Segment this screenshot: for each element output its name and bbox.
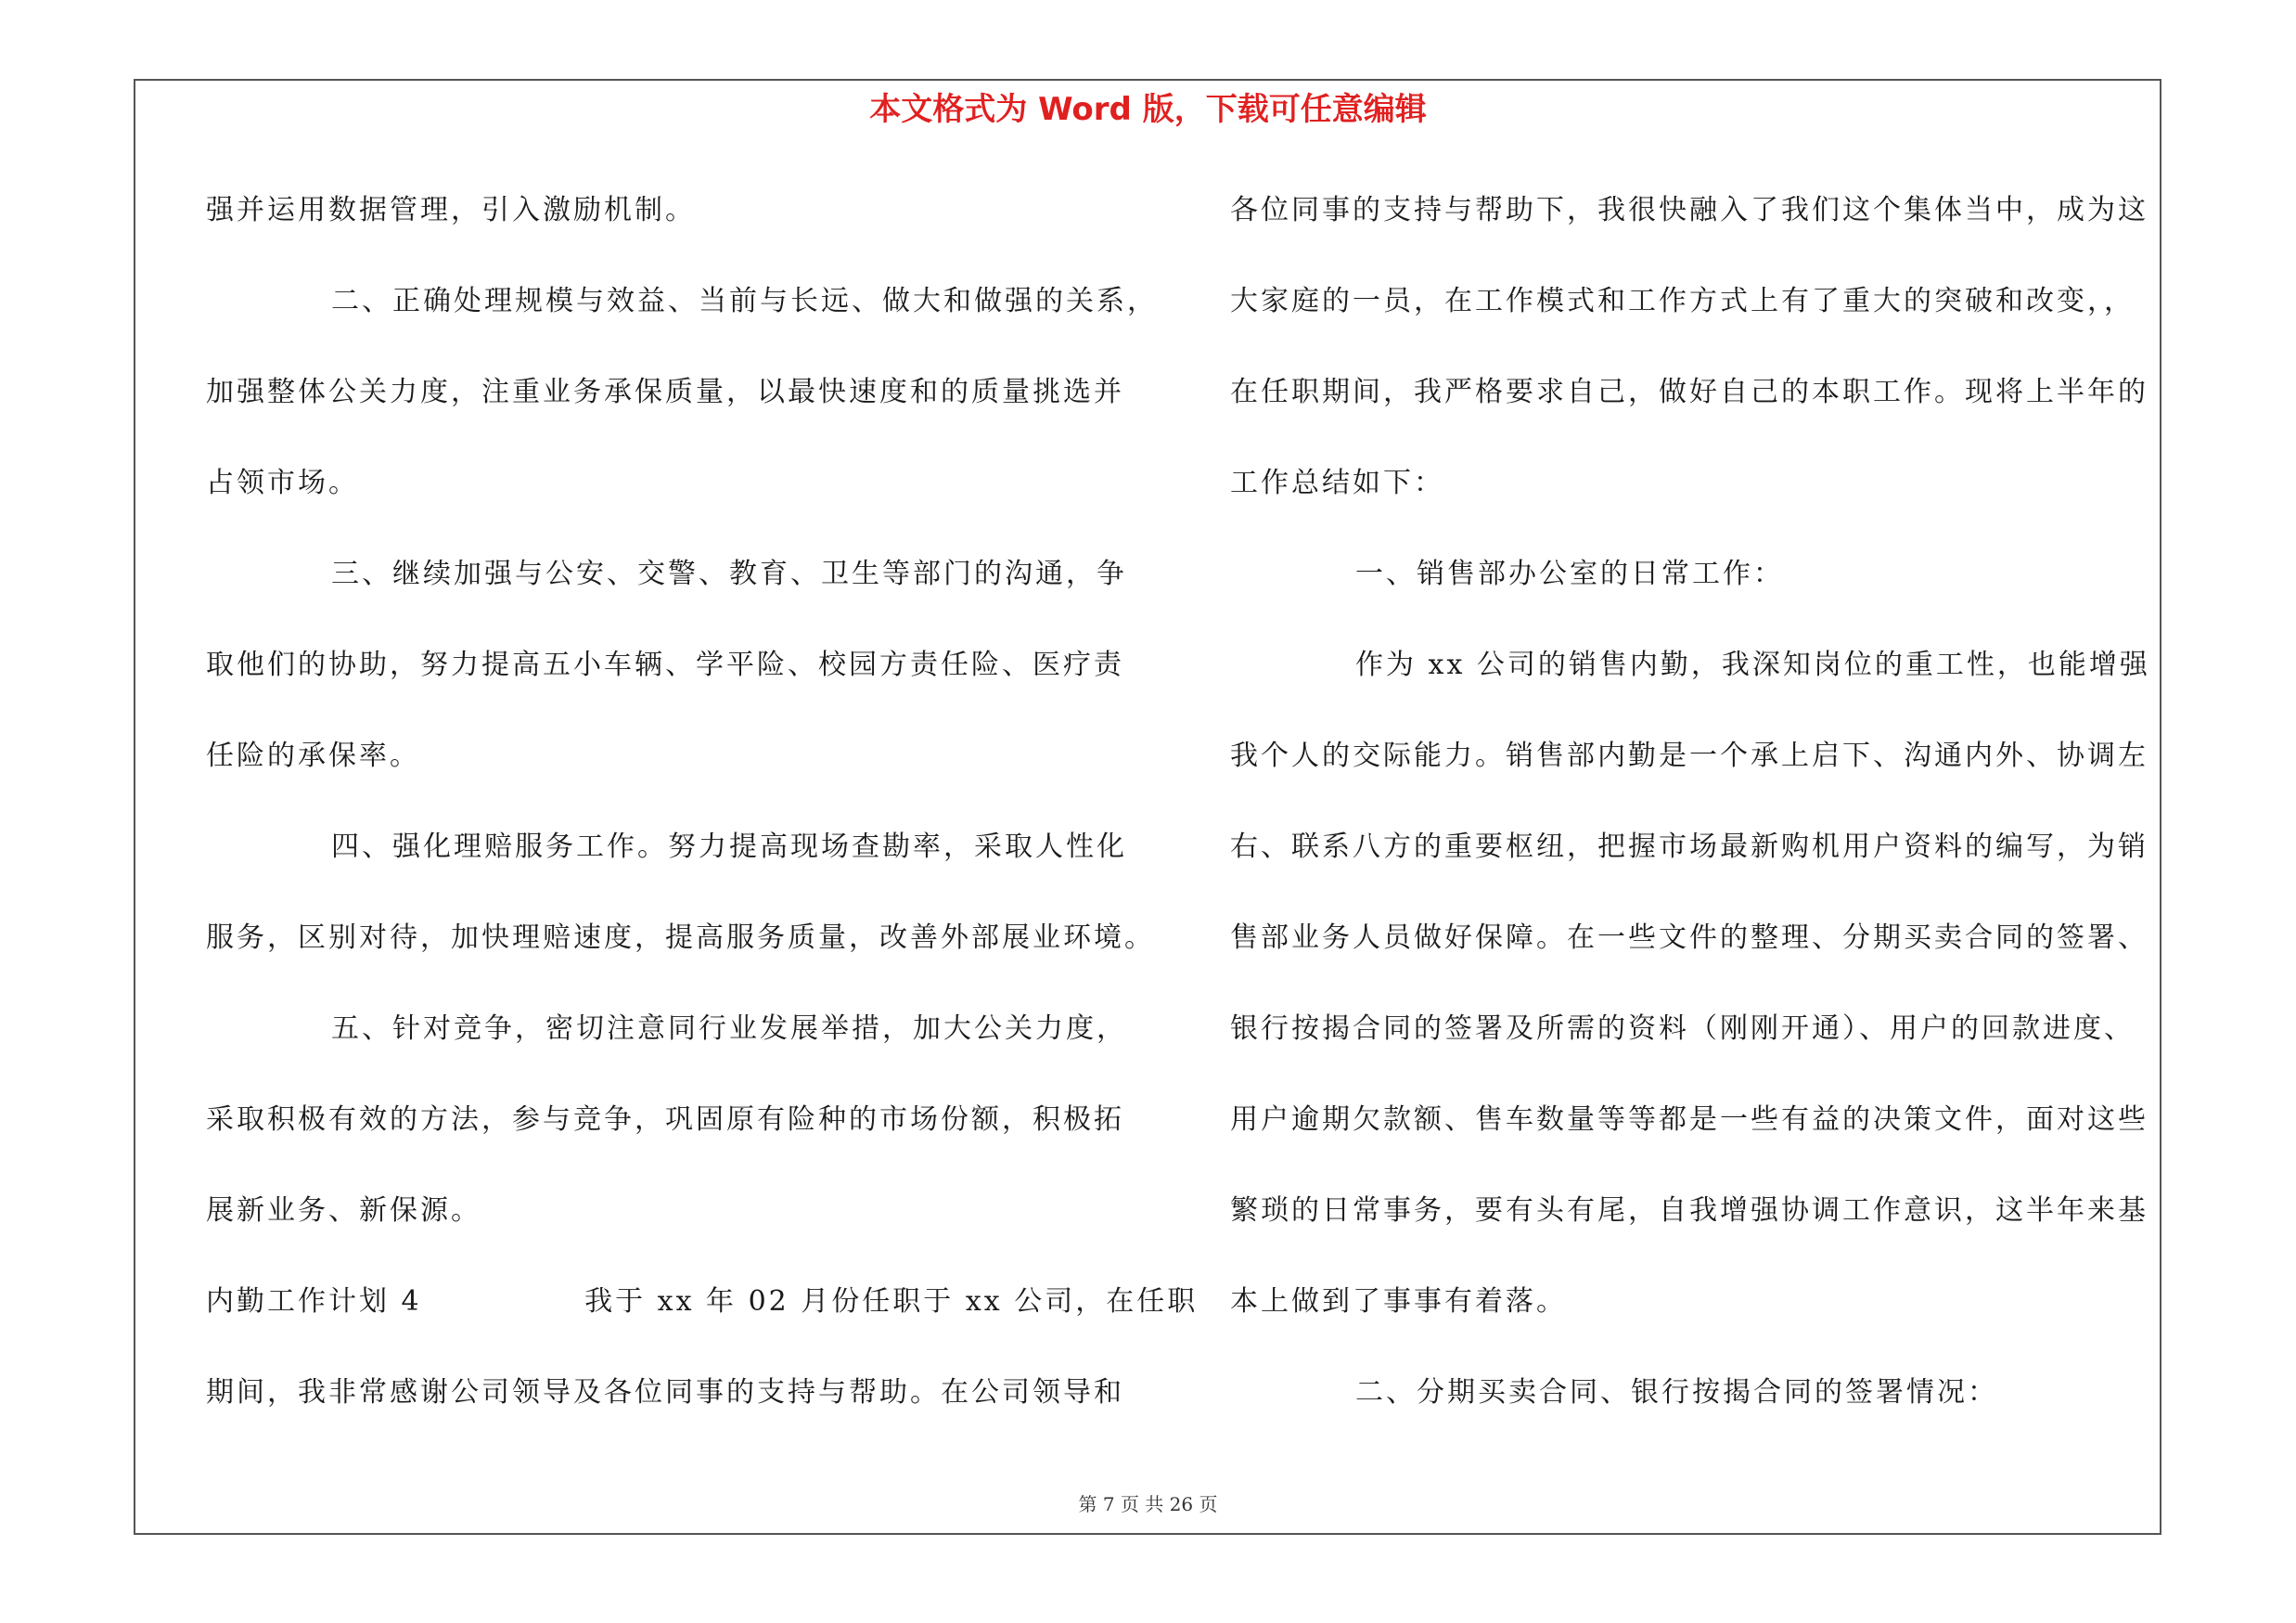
text-line: 售部业务人员做好保障。在一些文件的整理、分期买卖合同的签署、 [1230, 921, 2148, 954]
text-line: 我个人的交际能力。销售部内勤是一个承上启下、沟通内外、协调左 [1230, 740, 2148, 772]
text-line: 四、强化理赔服务工作。努力提高现场查勘率，采取人性化 [331, 831, 1127, 863]
text-line: 一、销售部办公室的日常工作： [1355, 558, 1784, 590]
text-line: 右、联系八方的重要枢纽，把握市场最新购机用户资料的编写，为销 [1230, 831, 2148, 863]
text-line: 工作总结如下： [1230, 467, 1444, 499]
text-line: 服务，区别对待，加快理赔速度，提高服务质量，改善外部展业环境。 [206, 921, 1155, 954]
page-number-footer: 第 7 页 共 26 页 [1078, 1493, 1218, 1515]
text-line: 任险的承保率。 [206, 740, 420, 772]
text-line: 大家庭的一员，在工作模式和工作方式上有了重大的突破和改变，， [1230, 285, 2135, 317]
text-line: 取他们的协助，努力提高五小车辆、学平险、校园方责任险、医疗责 [206, 649, 1124, 681]
text-line: 繁琐的日常事务，要有头有尾，自我增强协调工作意识，这半年来基 [1230, 1194, 2148, 1227]
text-line: 五、针对竞争，密切注意同行业发展举措，加大公关力度， [331, 1012, 1127, 1045]
text-line: 二、正确处理规模与效益、当前与长远、做大和做强的关系， [331, 285, 1158, 317]
word-format-banner: 本文格式为 Word 版，下载可任意编辑 [869, 91, 1427, 128]
text-line: 期间，我非常感谢公司领导及各位同事的支持与帮助。在公司领导和 [206, 1376, 1124, 1409]
text-line: 用户逾期欠款额、售车数量等等都是一些有益的决策文件，面对这些 [1230, 1103, 2148, 1136]
text-line: 占领市场。 [206, 467, 359, 499]
text-line: 采取积极有效的方法，参与竞争，巩固原有险种的市场份额，积极拓 [206, 1103, 1124, 1136]
text-line: 各位同事的支持与帮助下，我很快融入了我们这个集体当中，成为这 [1230, 194, 2148, 226]
text-line: 作为 xx 公司的销售内勤，我深知岗位的重工性，也能增强 [1355, 649, 2150, 681]
text-line: 本上做到了事事有着落。 [1230, 1285, 1567, 1318]
text-line: 强并运用数据管理，引入激励机制。 [206, 194, 696, 226]
text-line: 银行按揭合同的签署及所需的资料（刚刚开通）、用户的回款进度、 [1230, 1012, 2135, 1045]
text-line: 展新业务、新保源。 [206, 1194, 481, 1227]
right-text-column [1230, 178, 2176, 1451]
section-heading-line: 内勤工作计划 4 我于 xx 年 02 月份任职于 xx 公司，在任职 [206, 1285, 1199, 1318]
text-line: 加强整体公关力度，注重业务承保质量，以最快速度和的质量挑选并 [206, 376, 1124, 408]
text-line: 在任职期间，我严格要求自己，做好自己的本职工作。现将上半年的 [1230, 376, 2148, 408]
text-line: 三、继续加强与公安、交警、教育、卫生等部门的沟通，争 [331, 558, 1127, 590]
left-text-column [206, 178, 1199, 1451]
text-line: 二、分期买卖合同、银行按揭合同的签署情况： [1355, 1376, 1998, 1409]
